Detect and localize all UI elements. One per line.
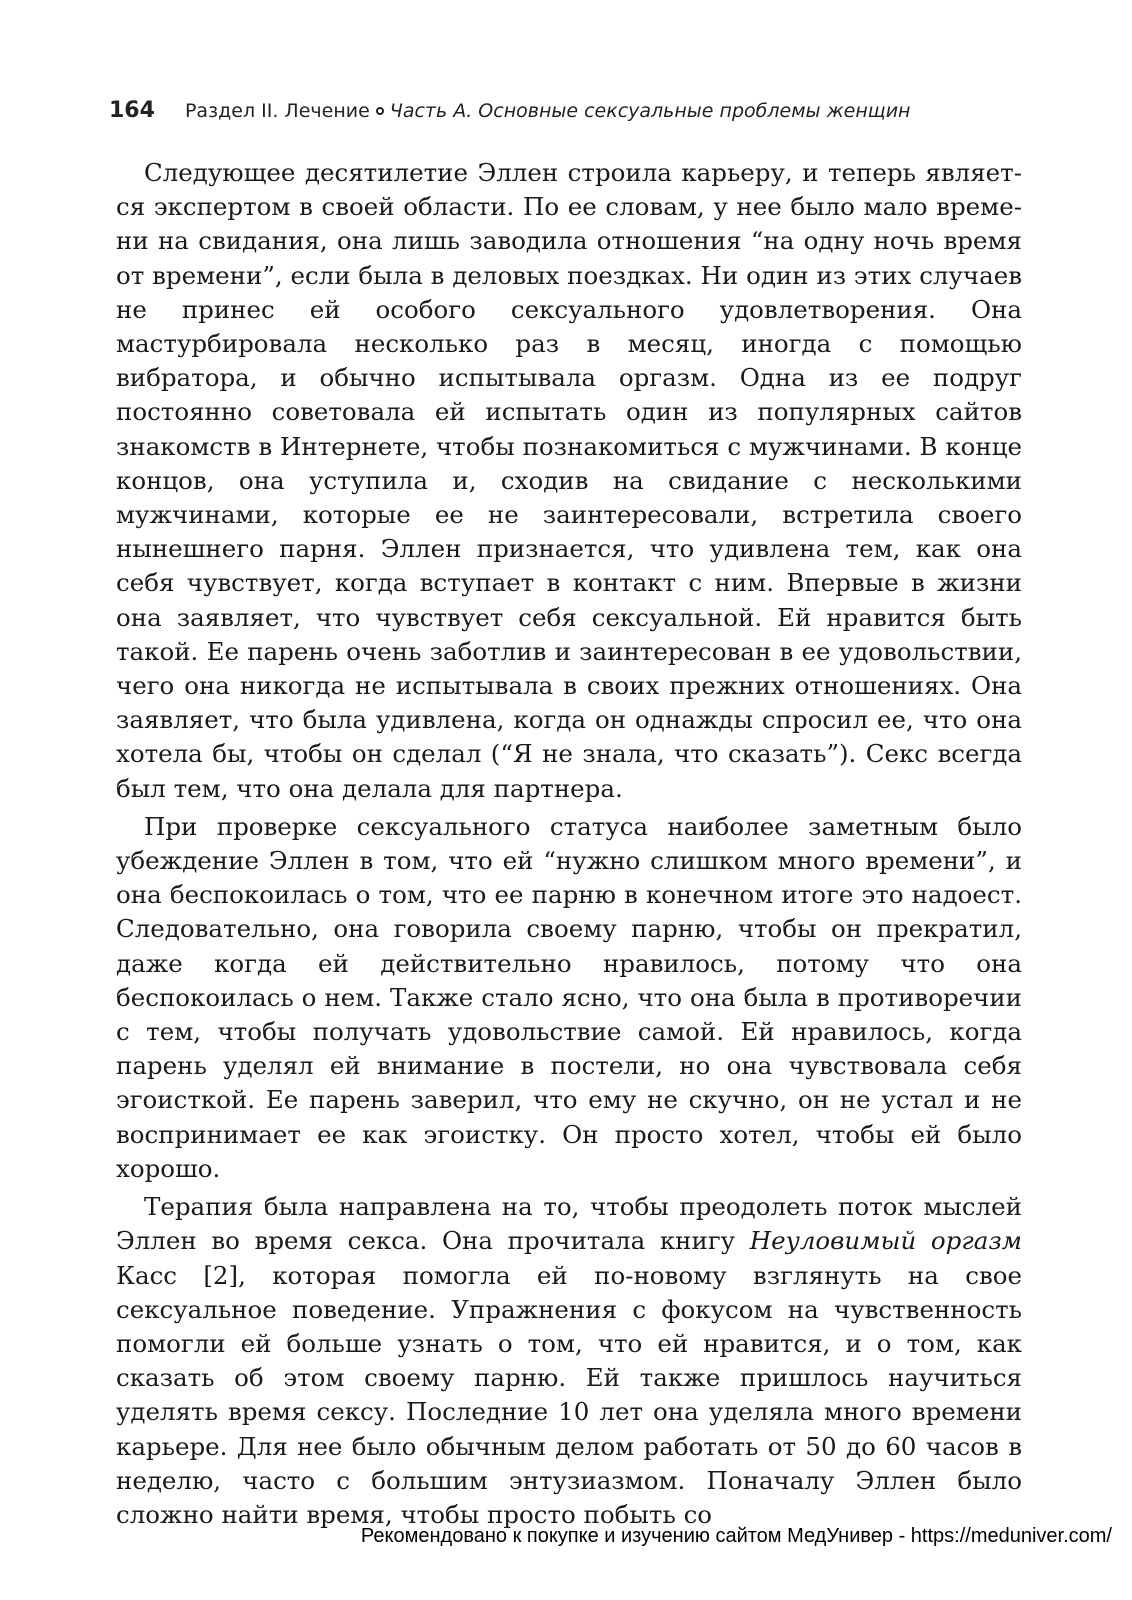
paragraph-text: Терапия была направлена на то, чтобы преодолеть поток мыслей Эллен во время секса. Она прочитала книгу xyxy=(116,1192,1022,1256)
section-title: Раздел II. Лечение xyxy=(184,100,370,122)
paragraph-text: Касс [2], которая помогла ей по-новому взглянуть на свое сексуальное поведение. Упражнения с фокусом на чувственность помогли ей больше узнать о том, что ей нравится, и о том, как сказать об этом своему парню. Ей также пришлось научиться уделять время сексу. Последние 10 лет она уделяла много времени карьере. Для нее было обычным делом работать от 50 до 60 часов в неделю, часто с большим энтузиазмом. Поначалу Эллен было сложно найти время, чтобы просто побыть со xyxy=(116,1260,1022,1529)
main-text xyxy=(116,156,1022,1532)
bullet-separator-icon xyxy=(376,107,384,115)
running-header xyxy=(109,98,1029,123)
page-number: 164 xyxy=(109,98,155,123)
paragraph xyxy=(116,1190,1022,1532)
part-title: Часть А. Основные сексуальные проблемы женщин xyxy=(389,100,911,122)
book-title: Неуловимый оргазм xyxy=(749,1226,1023,1256)
paragraph: При проверке сексуального статуса наиболее заметным было убеждение Эллен в том, что ей “нужно слишком много времени”, и она беспокоилась о том, что ее парню в конечном итоге это надоест. Следовательно, она говорила своему парню, чтобы он прекратил, даже когда ей действительно нравилось, потому что она беспокоилась о нем. Также стало ясно, что она была в противоречии с тем, чтобы получать удовольствие самой. Ей нравилось, когда парень уделял ей внимание в постели, но она чувствовала себя эгоисткой. Ее парень заверил, что ему не скучно, он не устал и не воспринимает ее как эгоистку. Он просто хотел, чтобы ей было хорошо. xyxy=(116,811,1022,1183)
paragraph: Следующее десятилетие Эллен строила карьеру, и теперь является экспертом в своей области. По ее словам, у нее было мало времени на свидания, она лишь заводила отношения “на одну ночь время от времени”, если была в деловых поездках. Ни один из этих случаев не принес ей особого сексуального удовлетворения. Она мастурбировала несколько раз в месяц, иногда с помощью вибратора, и обычно испытывала оргазм. Одна из ее подруг постоянно советовала ей испытать один из популярных сайтов знакомств в Интернете, чтобы познакомиться с мужчинами. В конце концов, она уступила и, сходив на свидание с несколькими мужчинами, которые ее не заинтересовали, встретила своего нынешнего парня. Эллен признается, что удивлена тем, как она себя чувствует, когда вступает в контакт с ним. Впервые в жизни она заявляет, что чувствует себя сексуальной. Ей нравится быть такой. Ее парень очень заботлив и заинтересован в ее удовольствии, чего она никогда не испытывала в своих прежних отношениях. Она заявляет, что была удивлена, когда он однажды спросил ее, что она хотела бы, чтобы он сделал (“Я не знала, что сказать”). Секс всегда был тем, что она делала для партнера. xyxy=(116,158,1022,803)
footer-watermark: Рекомендовано к покупке и изучению сайтом МедУнивер - https://meduniver.com/ xyxy=(360,1525,1112,1547)
